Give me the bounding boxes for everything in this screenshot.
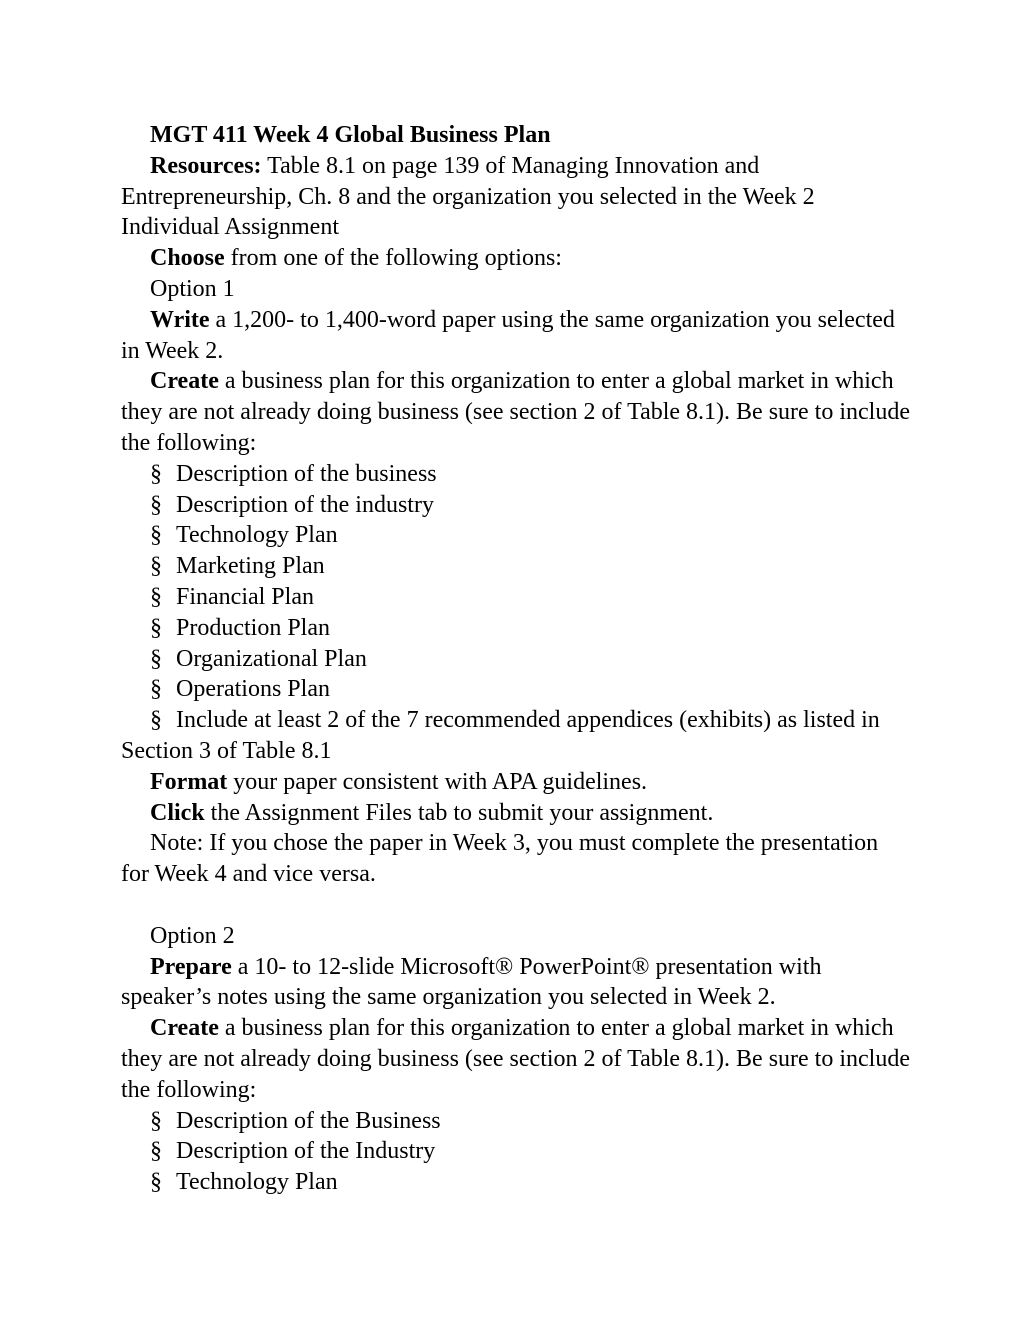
list-item-text: Organizational Plan [176, 645, 367, 672]
option1-format-label: Format [150, 768, 228, 795]
list-item [121, 490, 911, 521]
bullet-marker: § [150, 645, 162, 672]
bullet-marker: § [150, 553, 162, 580]
list-item [121, 674, 911, 705]
appendix-list-item [121, 705, 911, 767]
option2-prepare-text: a 10- to 12-slide Microsoft® PowerPoint® presentation with speaker’s notes using the same organization you selected in Week 2. [121, 953, 822, 1011]
option1-click-label: Click [150, 799, 205, 826]
resources-text: Table 8.1 on page 139 of Managing Innovation and Entrepreneurship, Ch. 8 and the organization you selected in the Week 2 Individual Assignment [121, 152, 815, 241]
option1-heading: Option 1 [150, 275, 235, 302]
list-item [121, 613, 911, 644]
bullet-marker: § [150, 522, 162, 549]
choose-label: Choose [150, 245, 225, 272]
list-item [121, 551, 911, 582]
option2-create-paragraph [121, 1013, 911, 1105]
option1-note: Note: If you chose the paper in Week 3, you must complete the presentation for Week 4 and vice versa. [121, 830, 879, 888]
list-item-text: Description of the industry [176, 491, 434, 518]
list-item [121, 1136, 911, 1167]
bullet-marker: § [150, 1107, 162, 1134]
list-item-text: Production Plan [176, 614, 330, 641]
list-item-text: Marketing Plan [176, 553, 325, 580]
document-page [121, 120, 911, 1198]
bullet-marker: § [150, 583, 162, 610]
bullet-marker: § [150, 676, 162, 703]
list-item-text: Description of the Business [176, 1107, 441, 1134]
option1-create-text: a business plan for this organization to enter a global market in which they are not already doing business (see section 2 of Table 8.1). Be sure to include the following: [121, 368, 910, 456]
option2-create-label: Create [150, 1015, 219, 1042]
option1-format-text: your paper consistent with APA guidelines. [227, 768, 648, 795]
appendix-list-item-text: Include at least 2 of the 7 recommended appendices (exhibits) as listed in Section 3 of Table 8.1 [121, 707, 880, 764]
option1-write-label: Write [150, 306, 210, 333]
bullet-marker: § [150, 1138, 162, 1165]
list-item-text: Description of the Industry [176, 1138, 436, 1165]
blank-line [121, 890, 911, 921]
list-item [121, 644, 911, 675]
option2-prepare-paragraph [121, 952, 911, 1014]
option2-heading: Option 2 [150, 922, 235, 949]
list-item-text: Technology Plan [176, 522, 338, 549]
bullet-marker: § [150, 707, 162, 734]
document-title: MGT 411 Week 4 Global Business Plan [150, 122, 551, 148]
list-item-text: Description of the business [176, 460, 437, 487]
list-item [121, 520, 911, 551]
option1-create-paragraph [121, 366, 911, 458]
list-item-text: Financial Plan [176, 583, 314, 610]
bullet-marker: § [150, 1169, 162, 1196]
option1-click-paragraph [121, 798, 911, 829]
option1-format-paragraph [121, 767, 911, 798]
list-item [121, 1167, 911, 1198]
bullet-marker: § [150, 491, 162, 518]
resources-label: Resources: [150, 152, 262, 179]
list-item [121, 459, 911, 490]
option1-create-label: Create [150, 368, 219, 395]
list-item [121, 1106, 911, 1137]
choose-paragraph [121, 243, 911, 274]
bullet-marker: § [150, 614, 162, 641]
option1-write-text: a 1,200- to 1,400-word paper using the same organization you selected in Week 2. [121, 306, 895, 364]
bullet-marker: § [150, 460, 162, 487]
list-item-text: Technology Plan [176, 1169, 338, 1196]
choose-text: from one of the following options: [224, 245, 562, 272]
resources-paragraph [121, 151, 911, 243]
option2-create-text: a business plan for this organization to enter a global market in which they are not already doing business (see section 2 of Table 8.1). Be sure to include the following: [121, 1015, 910, 1103]
option2-prepare-label: Prepare [150, 953, 232, 980]
option1-click-text: the Assignment Files tab to submit your assignment. [204, 799, 714, 826]
list-item [121, 582, 911, 613]
list-item-text: Operations Plan [176, 676, 330, 703]
option1-write-paragraph [121, 305, 911, 367]
